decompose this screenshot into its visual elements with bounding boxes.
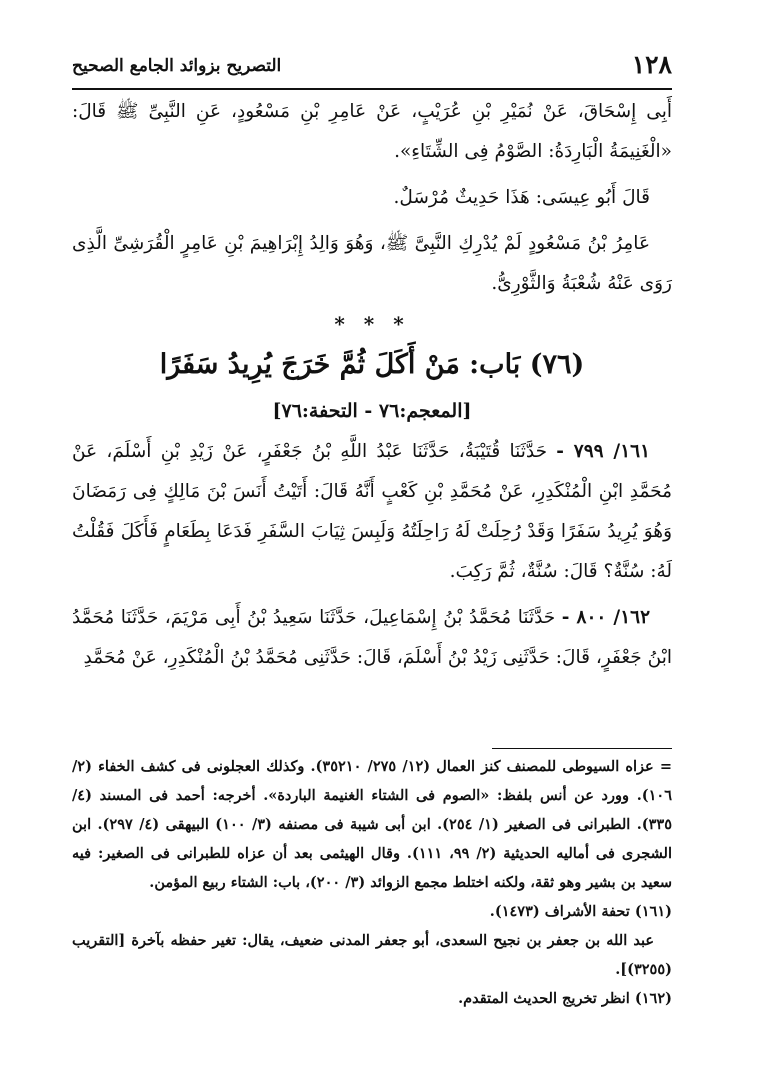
- reference-line: [المعجم:٧٦ - التحفة:٧٦]: [272, 400, 472, 422]
- footnote-161: (١٦١) تحفة الأشراف (١٤٧٣).: [489, 903, 672, 920]
- hadith-799: [72, 432, 672, 592]
- main-text: [72, 92, 672, 678]
- paragraph-narrator-note: عَامِرُ بْنُ مَسْعُودٍ لَمْ يُدْرِكِ النَّبِىَّ ﷺ، وَهُوَ وَالِدُ إِبْرَاهِيمَ بْنِ عَامِرٍ الْقُرَشِىِّ الَّذِى رَوَى عَنْهُ شُعْبَةُ وَالثَّوْرِىُّ.: [72, 233, 672, 294]
- footnote-narrator-note: عبد الله بن جعفر بن نجيح السعدى، أبو جعفر المدنى ضعيف، يقال: تغير حفظه بآخرة [التقريب (٣٢٥٥)].: [72, 932, 672, 978]
- footnotes: [72, 752, 672, 1013]
- hadith-text: حَدَّثَنَا قُتَيْبَةُ، حَدَّثَنَا عَبْدُ اللَّهِ بْنُ جَعْفَرٍ، عَنْ زَيْدِ بْنِ أَسْلَمَ، عَنْ مُحَمَّدِ ابْنِ الْمُنْكَدِرِ، عَنْ مُحَمَّدِ بْنِ كَعْبٍ أَنَّهُ قَالَ: أَتَيْتُ أَنَسَ بْنَ مَالِكٍ فِى رَمَضَانَ وَهُوَ يُرِيدُ سَفَرًا وَقَدْ رُحِلَتْ لَهُ رَاحِلَتُهُ وَلَبِسَ ثِيَابَ السَّفَرِ فَدَعَا بِطَعَامٍ فَأَكَلَ فَقُلْتُ لَهُ: سُنَّةٌ؟ قَالَ: سُنَّةٌ، ثُمَّ رَكِبَ.: [72, 441, 672, 582]
- footnote-divider: [492, 748, 672, 749]
- running-title: التصريح بزوائد الجامع الصحيح: [72, 56, 282, 76]
- page-header: [72, 48, 672, 90]
- hadith-text: حَدَّثَنَا مُحَمَّدُ بْنُ إِسْمَاعِيلَ، حَدَّثَنَا سَعِيدُ بْنُ أَبِى مَرْيَمَ، حَدَّثَنَا مُحَمَّدُ ابْنُ جَعْفَرٍ، قَالَ: حَدَّثَنِى زَيْدُ بْنُ أَسْلَمَ، قَالَ: حَدَّثَنِى مُحَمَّدُ بْنُ الْمُنْكَدِرِ، عَنْ مُحَمَّدِ: [72, 607, 672, 668]
- footnote-continuation: = عزاه السيوطى للمصنف كنز العمال (١٢/ ٢٧٥/ ٣٥٢١٠). وكذلك العجلونى فى كشف الخفاء (٢/ ١٠٦). وورد عن أنس بلفظ: «الصوم فى الشتاء الغنيمة الباردة». أخرجه: أحمد فى المسند (٤/ ٣٣٥). الطبرانى فى الصغير (١/ ٢٥٤). ابن أبى شيبة فى مصنفه (٣/ ١٠٠) البيهقى (٤/ ٢٩٧). ابن الشجرى فى أماليه الحديثية (٢/ ٩٩، ١١١). وقال الهيثمى بعد أن عزاه للطبرانى فى الصغير: فيه سعيد بن بشير وهو ثقة، ولكنه اختلط مجمع الزوائد (٣/ ٢٠٠)، باب: الشتاء ربيع المؤمن.: [72, 758, 672, 891]
- page-number: ١٢٨: [631, 50, 672, 79]
- section-separator: * * *: [334, 312, 410, 336]
- footnote-162: (١٦٢) انظر تخريج الحديث المتقدم.: [458, 990, 672, 1007]
- hadith-800: [72, 598, 672, 678]
- paragraph-abu-isa-comment: قَالَ أَبُو عِيسَى: هَذَا حَدِيثٌ مُرْسَلٌ.: [393, 187, 650, 208]
- hadith-number: ١٦١/ ٧٩٩ -: [556, 441, 651, 462]
- paragraph-hadith-continuation: أَبِى إِسْحَاقَ، عَنْ نُمَيْرِ بْنِ عُرَيْبٍ، عَنْ عَامِرِ بْنِ مَسْعُودٍ، عَنِ النَّبِىِّ ﷺ قَالَ: «الْغَنِيمَةُ الْبَارِدَةُ: الصَّوْمُ فِى الشِّتَاءِ».: [72, 101, 672, 162]
- hadith-number: ١٦٢/ ٨٠٠ -: [561, 607, 651, 628]
- chapter-title: (٧٦) بَاب: مَنْ أَكَلَ ثُمَّ خَرَجَ يُرِيدُ سَفَرًا: [159, 349, 585, 380]
